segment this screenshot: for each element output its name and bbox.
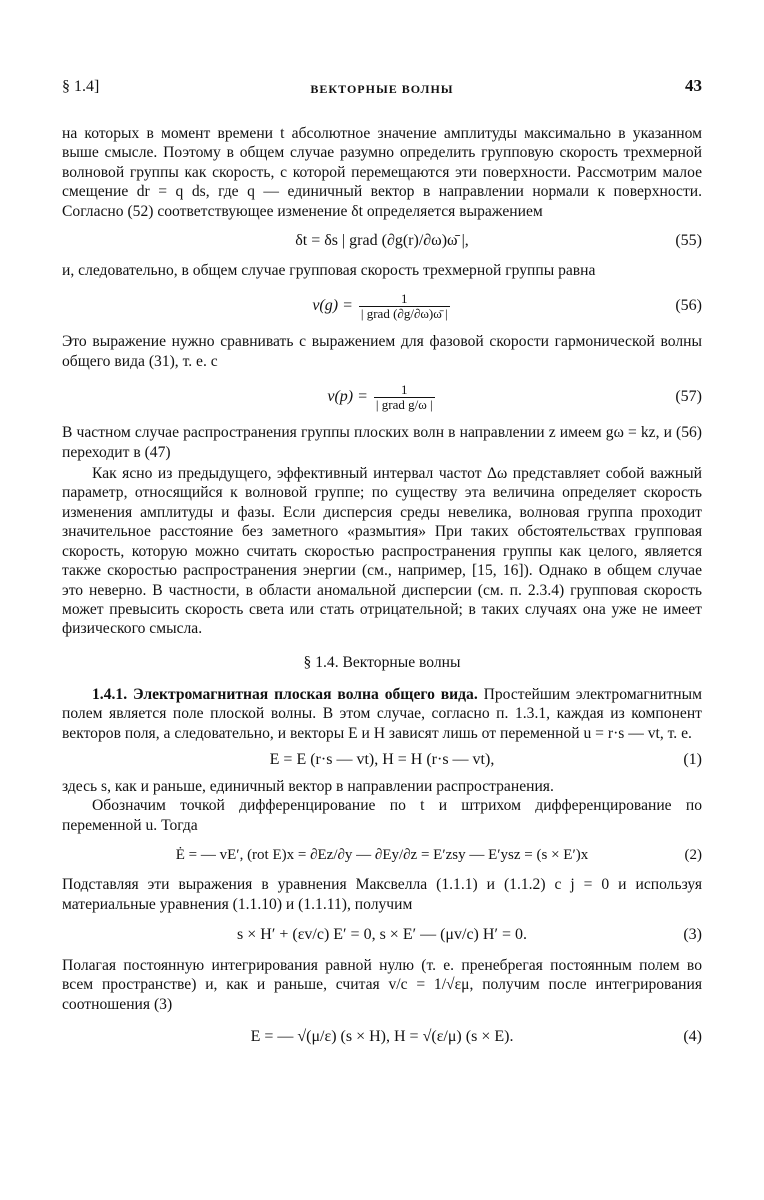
equation-4 (62, 1014, 702, 1060)
equation-56-number: (56) (675, 297, 702, 315)
paragraph-8: Обозначим точкой дифференцирование по t и штрихом дифференцирование по переменной u. Тогда (62, 797, 702, 834)
equation-57-lhs: v(p) = (327, 388, 368, 406)
paragraph-6 (62, 685, 702, 743)
equation-4-number: (4) (683, 1028, 702, 1046)
paragraph-1: на которых в момент времени t абсолютное значение амплитуды максимально в указанном выше смысле. Поэтому в общем случае разумно определить групповую скорость трехмерной волновой группы как скорость, с которой перемещаются эти поверхности. Рассмотрим малое смещение dr = q ds, где q — единичный вектор в направлении нормали к поверхности. Согласно (52) соответствующее изменение δt определяется выражением (62, 125, 702, 220)
section-title: § 1.4. Векторные волны (303, 653, 461, 671)
paragraph-7: здесь s, как и раньше, единичный вектор в направлении распространения. (62, 777, 554, 795)
running-header-title: ВЕКТОРНЫЕ ВОЛНЫ (310, 82, 454, 96)
equation-57-numerator: 1 (374, 383, 435, 398)
paragraph-9: Подставляя эти выражения в уравнения Максвелла (1.1.1) и (1.1.2) с j = 0 и используя материальные уравнения (1.1.10) и (1.1.11), получим (62, 876, 702, 913)
equation-2-body: Ė = — vE′, (rot E)x = ∂Ez/∂y — ∂Ey/∂z = E′zsy — E′ysz = (s × E′)x (175, 847, 589, 864)
equation-57 (62, 371, 702, 423)
equation-3-number: (3) (683, 925, 702, 943)
paragraph-3: Это выражение нужно сравнивать с выражением для фазовой скорости гармонической волны общего вида (31), т. е. с (62, 333, 702, 370)
paragraph-10: Полагая постоянную интегрирования равной нулю (т. е. пренебрегая постоянным полем во всем пространстве) и, как и раньше, считая v/c = 1/√εμ, получим после интегрирования соотношения (3) (62, 956, 702, 1013)
equation-2-number: (2) (684, 847, 702, 864)
equation-4-body: E = — √(μ/ε) (s × H), H = √(ε/μ) (s × E). (250, 1028, 514, 1046)
equation-3-body: s × H′ + (εv/c) E′ = 0, s × E′ — (μv/c) H′ = 0. (237, 925, 527, 943)
equation-3 (62, 914, 702, 956)
equation-57-denominator: | grad g/ω | (375, 397, 433, 413)
paragraph-2: и, следовательно, в общем случае групповая скорость трехмерной группы равна (62, 262, 596, 280)
subsection-title: 1.4.1. Электромагнитная плоская волна общего вида. (92, 685, 478, 703)
equation-57-number: (57) (675, 388, 702, 406)
main-text-column (62, 124, 702, 1060)
equation-56-numerator: 1 (359, 292, 450, 307)
equation-55-body: δt = δs | grad (∂g(r)/∂ω)ω̄ |, (295, 232, 469, 250)
equation-56-denominator: | grad (∂g/∂ω)ω̄ | (360, 306, 448, 322)
equation-2 (62, 835, 702, 875)
equation-1-number: (1) (683, 750, 702, 768)
running-header-section: § 1.4] (62, 78, 100, 95)
equation-56 (62, 280, 702, 332)
equation-56-lhs: v(g) = (312, 297, 353, 315)
paragraph-5: Как ясно из предыдущего, эффективный интервал частот Δω представляет собой важный параметр, относящийся к волновой группе; по существу эта величина определяет скорость изменения амплитуды и фазы. Если дисперсия среды невелика, волновая группа проходит значительное расстояние без заметного «размытия» При таких обстоятельствах групповая скорость, которую можно считать скоростью распространения группы как целого, является также скоростью распространения энергии (см., например, [15, 16]). Однако в общем случае это неверно. В частности, в области аномальной дисперсии (см. п. 2.3.4) групповая скорость может превысить скорость света или стать отрицательной; в таких случаях она уже не имеет физического смысла. (62, 465, 702, 638)
equation-55-number: (55) (675, 232, 702, 250)
equation-1-body: E = E (r·s — vt), H = H (r·s — vt), (269, 750, 495, 768)
page-number: 43 (685, 76, 702, 95)
equation-1 (62, 743, 702, 777)
paragraph-4: В частном случае распространения группы плоских волн в направлении z имеем gω = kz, и (56) переходит в (47) (62, 424, 702, 461)
equation-56-fraction (359, 292, 450, 321)
equation-57-fraction (374, 383, 435, 412)
paragraph-6-text: Простейшим электромагнитным полем является поле плоской волны. В этом случае, согласно п. 1.3.1, каждая из компонент векторов поля, а следовательно, и векторы E и H зависят лишь от переменной u = r·s — vt, т. е. (62, 685, 702, 742)
equation-55 (62, 221, 702, 261)
